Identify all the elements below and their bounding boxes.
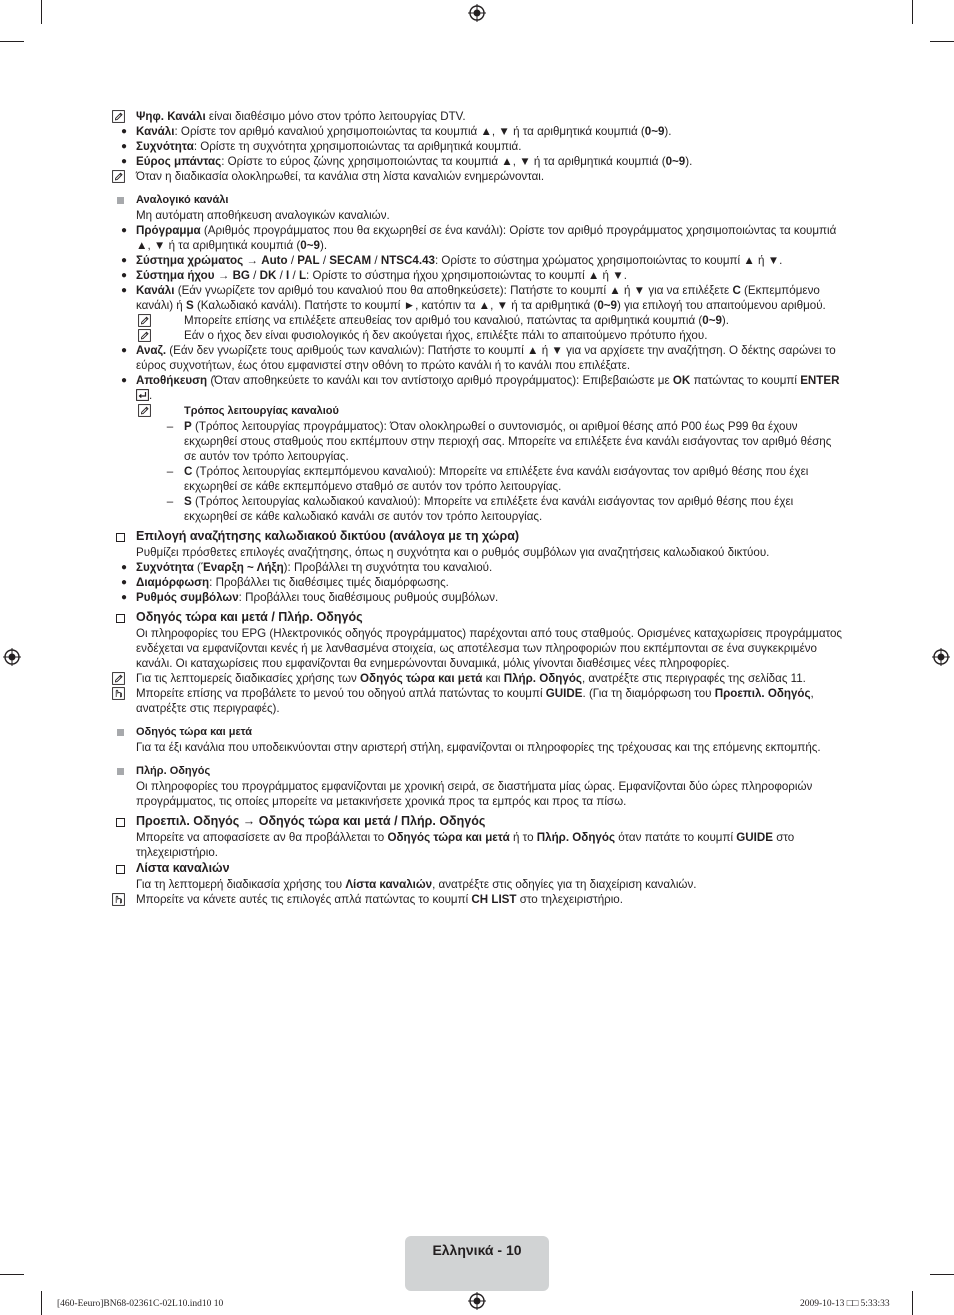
bullet-item — [120, 124, 846, 139]
block-text: Μπορείτε να κάνετε αυτές τις επιλογές απλά πατώντας το κουμπί CH LIST στο τηλεχειριστήριο. — [136, 893, 623, 906]
bullet-item — [120, 154, 846, 169]
remote-tip-item — [136, 892, 846, 907]
square-bullet-icon — [112, 764, 128, 779]
block-text: Ψηφ. Κανάλι είναι διαθέσιμο μόνο στον τρόπο λειτουργίας DTV. — [136, 110, 466, 123]
block-text: Εάν ο ήχος δεν είναι φυσιολογικός ή δεν ακούγεται ήχος, επιλέξτε πάλι το απαιτούμενο πρότυπο ήχου. — [184, 329, 708, 342]
block-text: Πλήρ. Οδηγός — [136, 765, 211, 777]
dash-icon: – — [166, 420, 174, 433]
block-text: Αναζ. (Εάν δεν γνωρίζετε τους αριθμούς των καναλιών): Πατήστε το κουμπί ▲ ή ▼ για να αρχίσετε την αναζήτηση. Ο δέκτης σαρώνει το εύρος συχνοτήτων, έως ότου εμφανιστεί στην οθόνη το πρώτο κανάλι ή το κανάλι που επιλέξατε. — [136, 344, 836, 372]
bullet-item — [120, 560, 846, 575]
dash-item — [136, 419, 846, 464]
spacer — [136, 716, 846, 724]
bullet-icon: ● — [120, 270, 128, 281]
note-icon — [138, 328, 154, 342]
checkbox-square-icon — [112, 611, 128, 628]
remote-tip-item — [136, 686, 846, 716]
spacer — [136, 755, 846, 763]
bullet-item — [120, 373, 846, 403]
sub-note-item — [136, 403, 846, 419]
sub-section-title — [136, 763, 846, 779]
block-text: Για τα έξι κανάλια που υποδεικνύονται στην αριστερή στήλη, εμφανίζονται οι πληροφορίες της τρέχουσας και της επόμενης εκπομπής. — [136, 741, 821, 754]
manual-content — [120, 109, 846, 907]
checkbox-square-icon — [112, 530, 128, 547]
note-icon — [138, 313, 154, 327]
page-number-tab — [405, 1236, 549, 1291]
crop-mark-br-h — [930, 1274, 954, 1275]
block-text: Κανάλι (Εάν γνωρίζετε τον αριθμό του καναλιού που θα αποθηκεύσετε): Πατήστε το κουμπί ▲ ή ▼ για να επιλέξετε C (Εκπεμπόμενο κανάλι) ή S (Καλωδιακό κανάλι). Πατήστε το κουμπί ►, κατόπιν τα ▲, ▼ ή τα αριθμητικά (0~9) για επιλογή του απαιτούμενου αριθμού. — [136, 284, 826, 312]
crop-mark-bl-v — [41, 1291, 42, 1315]
paragraph — [136, 779, 846, 809]
paragraph — [136, 626, 846, 671]
block-text: C (Τρόπος λειτουργίας εκπεμπόμενου καναλιού): Μπορείτε να επιλέξετε ένα κανάλι εισάγοντας τον αριθμό θέσης που έχει εκχωρηθεί σε κάθε εκπεμπόμενο σταθμό σε αυτόν τον τρόπο λειτουργίας. — [184, 465, 809, 493]
block-text: Οδηγός τώρα και μετά — [136, 726, 253, 738]
print-file-info: [460-Eeuro]BN68-02361C-02L10.ind10 10 — [57, 1299, 224, 1309]
block-text: P (Τρόπος λειτουργίας προγράμματος): Όταν ολοκληρωθεί ο συντονισμός, οι αριθμοί θέσης από P00 έως P99 θα έχουν εκχωρηθεί στους σταθμούς που εκπέμπουν στην περιοχή σας. Μπορείτε να επιλέξετε ένα κανάλι εισάγοντας τον αριθμό θέσης σε αυτόν τον τρόπο λειτουργίας. — [184, 420, 832, 463]
sub-section-title — [136, 192, 846, 208]
sub-note-item — [136, 328, 846, 343]
note-icon — [112, 671, 128, 685]
enter-icon — [136, 389, 149, 401]
page-label: Ελληνικά - 10 — [432, 1242, 522, 1258]
block-text: Ρυθμίζει πρόσθετες επιλογές αναζήτησης, όπως η συχνότητα και ο ρυθμός συμβόλων για αναζητήσεις καλωδιακού δικτύου. — [136, 546, 770, 559]
registration-mark-icon — [932, 648, 950, 666]
bullet-icon: ● — [120, 285, 128, 296]
crop-mark-tl-v — [41, 0, 42, 24]
block-text: Για τις λεπτομερείς διαδικασίες χρήσης των Οδηγός τώρα και μετά και Πλήρ. Οδηγός, ανατρέξτε στις περιγραφές της σελίδας 11. — [136, 672, 806, 685]
paragraph — [136, 830, 846, 860]
bullet-icon: ● — [120, 562, 128, 573]
bullet-item — [120, 590, 846, 605]
spacer — [136, 184, 846, 192]
block-text: Οι πληροφορίες του EPG (Ηλεκτρονικός οδηγός προγράμματος) παρέχονται από τους σταθμούς. Ορισμένες καταχωρίσεις προγράμματος ενδέχεται να εμφανίζονται κενές ή με λανθασμένα στοιχεία, ως αποτέλεσμα των πληροφοριών που εκπέμπονται σε ένα συγκεκριμένο κανάλι. Οι καταχωρίσεις που εμφανίζονται θα ενημερώνονται δυναμικά, μόλις γίνονται διαθέσιμες νέες πληροφορίες. — [136, 627, 843, 670]
dash-item — [136, 464, 846, 494]
block-text: Όταν η διαδικασία ολοκληρωθεί, τα κανάλια στη λίστα καναλιών ενημερώνονται. — [136, 170, 545, 183]
paragraph — [136, 545, 846, 560]
crop-mark-tl-h — [0, 41, 24, 42]
crop-mark-tr-h — [930, 41, 954, 42]
block-text: Για τη λεπτομερή διαδικασία χρήσης του Λίστα καναλιών, ανατρέξτε στις οδηγίες για τη διαχείριση καναλιών. — [136, 878, 697, 891]
block-text: Κανάλι: Ορίστε τον αριθμό καναλιού χρησιμοποιώντας τα κουμπιά ▲, ▼ ή τα αριθμητικά κουμπιά (0~9). — [136, 125, 672, 138]
bullet-icon: ● — [120, 126, 128, 137]
bullet-item — [120, 575, 846, 590]
crop-mark-bl-h — [0, 1274, 24, 1275]
block-text: Μη αυτόματη αποθήκευση αναλογικών καναλιών. — [136, 209, 390, 222]
section-heading — [136, 528, 846, 545]
crop-mark-tr-v — [912, 0, 913, 24]
bullet-icon: ● — [120, 225, 128, 236]
square-bullet-icon — [112, 725, 128, 740]
remote-hand-icon — [112, 686, 128, 700]
block-text: Αναλογικό κανάλι — [136, 194, 229, 206]
sub-section-title — [136, 724, 846, 740]
note-item — [136, 671, 846, 686]
block-text: Εύρος μπάντας: Ορίστε το εύρος ζώνης χρησιμοποιώντας τα κουμπιά ▲, ▼ ή τα αριθμητικά κουμπιά (0~9). — [136, 155, 693, 168]
crop-mark-br-v — [912, 1291, 913, 1315]
bullet-item — [120, 268, 846, 283]
checkbox-square-icon — [112, 862, 128, 879]
square-bullet-icon — [112, 193, 128, 208]
bullet-item — [120, 283, 846, 313]
bullet-icon: ● — [120, 592, 128, 603]
block-text: Μπορείτε επίσης να επιλέξετε απευθείας τον αριθμό του καναλιού, πατώντας τα αριθμητικά κουμπιά (0~9). — [184, 314, 730, 327]
print-datetime: 2009-10-13 □□ 5:33:33 — [800, 1299, 890, 1309]
note-item — [136, 109, 846, 124]
block-text: Συχνότητα (Έναρξη ~ Λήξη): Προβάλλει τη συχνότητα του καναλιού. — [136, 561, 493, 574]
bullet-icon: ● — [120, 156, 128, 167]
block-text: Τρόπος λειτουργίας καναλιού — [184, 405, 339, 417]
block-text: Ρυθμός συμβόλων: Προβάλλει τους διαθέσιμους ρυθμούς συμβόλων. — [136, 591, 499, 604]
note-icon — [112, 169, 128, 183]
dash-item — [136, 494, 846, 524]
block-text: Επιλογή αναζήτησης καλωδιακού δικτύου (ανάλογα με τη χώρα) — [136, 529, 520, 543]
bullet-item — [120, 343, 846, 373]
registration-mark-icon — [468, 1292, 486, 1310]
bullet-item — [120, 223, 846, 253]
bullet-item — [120, 253, 846, 268]
sub-note-item — [136, 313, 846, 328]
note-icon — [112, 109, 128, 123]
remote-hand-icon — [112, 892, 128, 906]
paragraph — [136, 208, 846, 223]
section-heading — [136, 609, 846, 626]
paragraph — [136, 877, 846, 892]
block-text: Οι πληροφορίες του προγράμματος εμφανίζονται με χρονική σειρά, σε διαστήματα μίας ώρας. Εμφανίζονται δύο ώρες πληροφοριών προγράμματος, τις οποίες μπορείτε να μετακινήσετε χρονικά προς τα εμπρός και προς τα πίσω. — [136, 780, 813, 808]
paragraph — [136, 740, 846, 755]
bullet-icon: ● — [120, 255, 128, 266]
bullet-icon: ● — [120, 141, 128, 152]
note-icon — [138, 403, 154, 417]
block-text: Προεπιλ. Οδηγός → Οδηγός τώρα και μετά / Πλήρ. Οδηγός — [136, 814, 486, 828]
block-text: Πρόγραμμα (Αριθμός προγράμματος που θα εκχωρηθεί σε ένα κανάλι): Ορίστε τον αριθμό προγράμματος χρησιμοποιώντας τα κουμπιά ▲, ▼ ή τα αριθμητικά κουμπιά (0~9). — [136, 224, 837, 252]
block-text: Αποθήκευση (Όταν αποθηκεύετε το κανάλι και τον αντίστοιχο αριθμό προγράμματος): Επιβεβαιώστε με OK πατώντας το κουμπί ENTER. — [136, 374, 840, 402]
block-text: Μπορείτε επίσης να προβάλετε το μενού του οδηγού απλά πατώντας το κουμπί GUIDE. (Για τη διαμόρφωση του Προεπιλ. Οδηγός, ανατρέξτε στις περιγραφές). — [136, 687, 814, 715]
block-text: Μπορείτε να αποφασίσετε αν θα προβάλλεται το Οδηγός τώρα και μετά ή το Πλήρ. Οδηγός όταν πατάτε το κουμπί GUIDE στο τηλεχειριστήριο. — [136, 831, 795, 859]
section-heading — [136, 860, 846, 877]
section-heading — [136, 813, 846, 830]
block-text: Διαμόρφωση: Προβάλλει τις διαθέσιμες τιμές διαμόρφωσης. — [136, 576, 449, 589]
block-text: Συχνότητα: Ορίστε τη συχνότητα χρησιμοποιώντας τα αριθμητικά κουμπιά. — [136, 140, 522, 153]
bullet-item — [120, 139, 846, 154]
bullet-icon: ● — [120, 345, 128, 356]
block-text: Σύστημα χρώματος → Auto / PAL / SECAM / NTSC4.43: Ορίστε το σύστημα χρώματος χρησιμοποιώντας το κουμπί ▲ ή ▼. — [136, 254, 783, 267]
registration-mark-icon — [3, 648, 21, 666]
block-text: Λίστα καναλιών — [136, 861, 230, 875]
block-text: Σύστημα ήχου → BG / DK / I / L: Ορίστε το σύστημα ήχου χρησιμοποιώντας το κουμπί ▲ ή ▼. — [136, 269, 627, 282]
dash-icon: – — [166, 465, 174, 478]
bullet-icon: ● — [120, 577, 128, 588]
dash-icon: – — [166, 495, 174, 508]
bullet-icon: ● — [120, 375, 128, 386]
block-text: S (Τρόπος λειτουργίας καλωδιακού καναλιού): Μπορείτε να επιλέξετε ένα κανάλι εισάγοντας τον αριθμό θέσης που έχει εκχωρηθεί σε κάθε καλωδιακό κανάλι σε αυτόν τον τρόπο λειτουργίας. — [184, 495, 794, 523]
block-text: Οδηγός τώρα και μετά / Πλήρ. Οδηγός — [136, 610, 363, 624]
checkbox-square-icon — [112, 815, 128, 832]
registration-mark-icon — [468, 4, 486, 22]
note-item — [136, 169, 846, 184]
